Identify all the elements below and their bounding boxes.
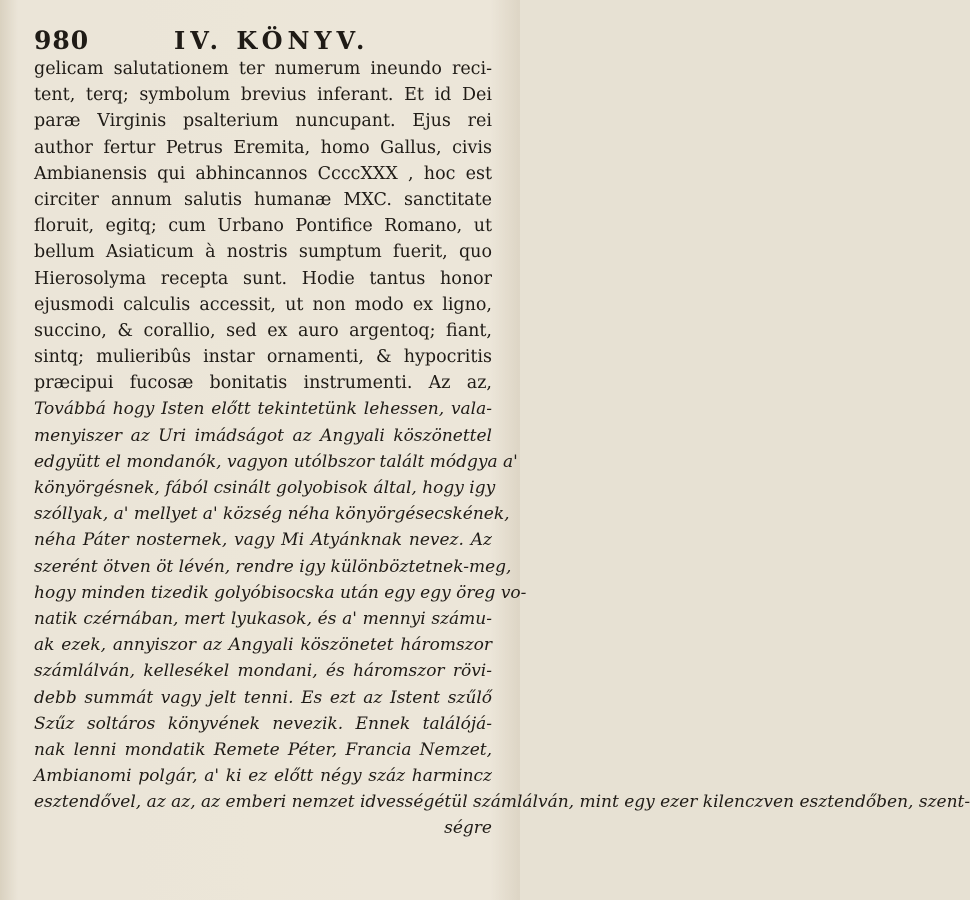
text-line: Ambianensis qui abhincannos CcccXXX , hoc est bbox=[34, 163, 492, 184]
running-title: IV. KÖNYV. bbox=[174, 26, 370, 55]
text-line: nak lenni mondatik Remete Péter, Francia Nemzet, bbox=[34, 739, 492, 760]
text-line: bellum Asiaticum à nostris sumptum fuerit, quo bbox=[34, 242, 492, 263]
text-line: szóllyak, a' mellyet a' község néha könyörgésecskének, bbox=[34, 504, 510, 525]
text-line: hogy minden tizedik golyóbisocska után egy egy öreg vo- bbox=[34, 582, 527, 603]
text-block bbox=[34, 56, 970, 842]
text-line: ejusmodi calculis accessit, ut non modo ex ligno, bbox=[34, 294, 492, 315]
text-line: Szűz soltáros könyvének nevezik. Ennek találójá- bbox=[34, 713, 492, 734]
text-line: præcipui fucosæ bonitatis instrumenti. Az az, bbox=[34, 373, 492, 394]
text-line: gelicam salutationem ter numerum ineundo reci- bbox=[34, 59, 492, 79]
text-line: Ambianomi polgár, a' ki ez előtt négy száz harmincz bbox=[34, 766, 492, 787]
text-line: circiter annum salutis humanæ MXC. sanctitate bbox=[34, 189, 492, 210]
text-line: tent, terq; symbolum brevius inferant. Et id Dei bbox=[34, 85, 492, 106]
text-line: edgyütt el mondanók, vagyon utólbszor talált módgya a' bbox=[34, 451, 518, 472]
text-line: néha Páter nosternek, vagy Mi Atyánknak nevez. Az bbox=[34, 530, 492, 551]
text-line: succino, & corallio, sed ex auro argentoq; fiant, bbox=[34, 320, 492, 341]
text-line: esztendővel, az az, az emberi nemzet idvességétül számlálván, mint egy ezer kilenczven esztendőben, szent- bbox=[34, 792, 970, 813]
text-line: sintq; mulieribûs instar ornamenti, & hypocritis bbox=[34, 347, 492, 368]
text-line: Továbbá hogy Isten előtt tekintetünk lehessen, vala- bbox=[34, 399, 492, 420]
text-line: natik czérnában, mert lyukasok, és a' mennyi számu- bbox=[34, 608, 492, 629]
text-line: author fertur Petrus Eremita, homo Gallus, civis bbox=[34, 137, 492, 158]
text-line: könyörgésnek, fából csinált golyobisok által, hogy igy bbox=[34, 478, 496, 498]
page-header bbox=[34, 26, 486, 56]
text-line: Hierosolyma recepta sunt. Hodie tantus honor bbox=[34, 268, 492, 289]
text-line: floruit, egitq; cum Urbano Pontifice Romano, ut bbox=[34, 216, 492, 237]
text-line: ségre bbox=[444, 818, 492, 839]
text-line: debb summát vagy jelt tenni. Es ezt az Istent szűlő bbox=[34, 687, 492, 708]
text-line: szerént ötven öt lévén, rendre igy különböztetnek-meg, bbox=[34, 556, 512, 577]
text-line: paræ Virginis psalterium nuncupant. Ejus rei bbox=[34, 111, 492, 132]
text-line: menyiszer az Uri imádságot az Angyali köszönettel bbox=[34, 425, 492, 446]
text-line: számlálván, kellesékel mondani, és háromszor rövi- bbox=[34, 661, 492, 682]
text-line: ak ezek, annyiszor az Angyali köszönetet háromszor bbox=[34, 635, 492, 656]
page-number: 980 bbox=[34, 26, 90, 55]
